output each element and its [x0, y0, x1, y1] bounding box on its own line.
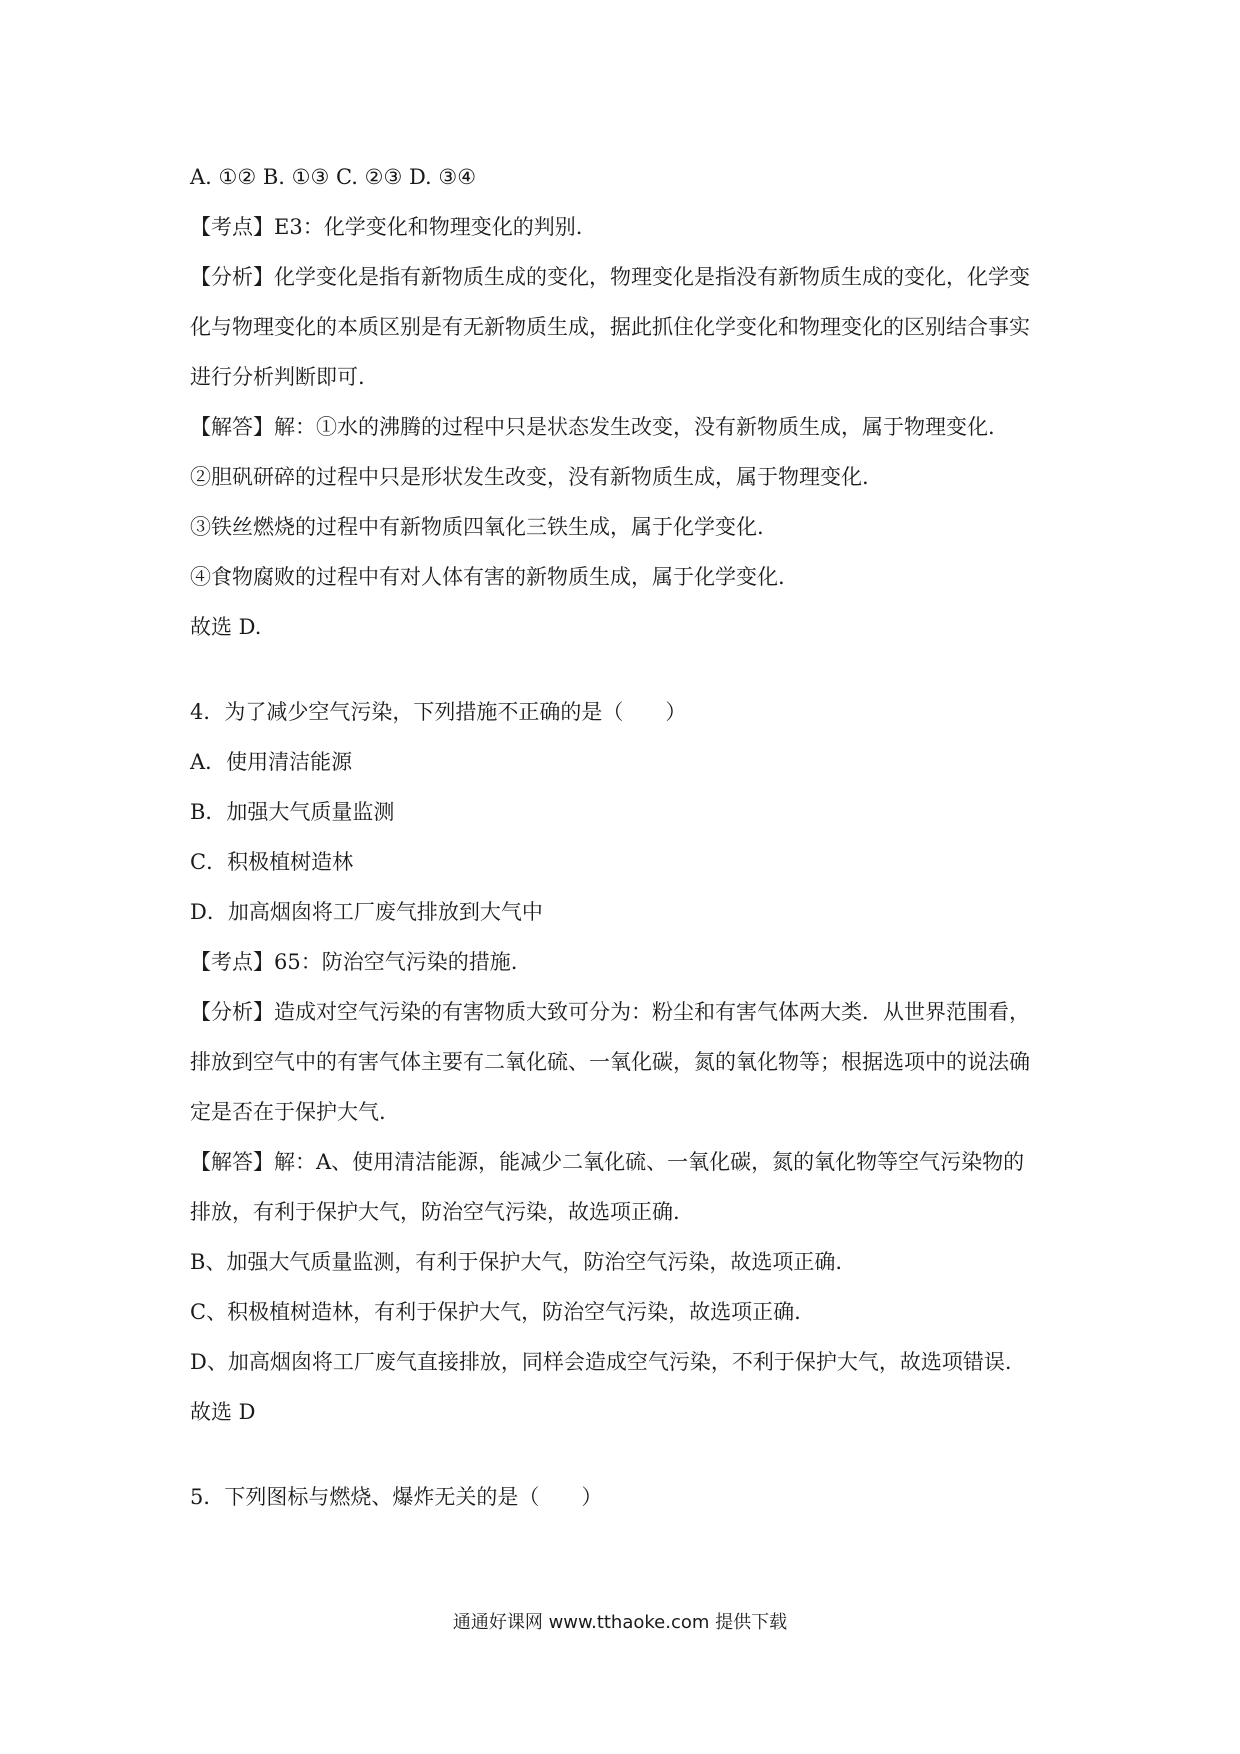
q3-options: A. ①② B. ①③ C. ②③ D. ③④: [190, 165, 477, 189]
q3-answer: 故选 D.: [190, 615, 262, 639]
q3-kaodian: 【考点】E3：化学变化和物理变化的判别.: [190, 215, 583, 239]
q4-fenxi-line-2: 排放到空气中的有害气体主要有二氧化硫、一氧化碳，氮的氧化物等；根据选项中的说法确: [190, 1050, 1030, 1074]
page-footer: 通通好课网 www.tthaoke.com 提供下载: [452, 1612, 788, 1633]
q3-fenxi-line-2: 化与物理变化的本质区别是有无新物质生成，据此抓住化学变化和物理变化的区别结合事实: [190, 315, 1030, 339]
q4-answer: 故选 D: [190, 1400, 256, 1424]
q4-fenxi-line-1: 【分析】造成对空气污染的有害物质大致可分为：粉尘和有害气体两大类．从世界范围看，: [190, 1000, 1030, 1024]
q3-fenxi-line-1: 【分析】化学变化是指有新物质生成的变化，物理变化是指没有新物质生成的变化，化学变: [190, 265, 1030, 289]
q3-jieda-line-4: ④食物腐败的过程中有对人体有害的新物质生成，属于化学变化.: [190, 565, 785, 589]
q5-stem: 5．下列图标与燃烧、爆炸无关的是（ ）: [190, 1485, 603, 1509]
q3-jieda-line-1: 【解答】解：①水的沸腾的过程中只是状态发生改变，没有新物质生成，属于物理变化.: [190, 415, 995, 439]
q4-jieda-line-5: D、加高烟囱将工厂废气直接排放，同样会造成空气污染，不利于保护大气，故选项错误.: [190, 1350, 1012, 1374]
q3-jieda-line-3: ③铁丝燃烧的过程中有新物质四氧化三铁生成，属于化学变化.: [190, 515, 764, 539]
q4-fenxi-line-3: 定是否在于保护大气.: [190, 1100, 386, 1124]
q4-jieda-line-2: 排放，有利于保护大气，防治空气污染，故选项正确.: [190, 1200, 680, 1224]
q4-jieda-line-3: B、加强大气质量监测，有利于保护大气，防治空气污染，故选项正确.: [190, 1250, 843, 1274]
q4-option-a: A．使用清洁能源: [190, 750, 353, 774]
q4-jieda-line-4: C、积极植树造林，有利于保护大气，防治空气污染，故选项正确.: [190, 1300, 801, 1324]
q4-stem: 4．为了减少空气污染，下列措施不正确的是（ ）: [190, 700, 687, 724]
q3-fenxi-line-3: 进行分析判断即可.: [190, 365, 365, 389]
q4-option-b: B．加强大气质量监测: [190, 800, 395, 824]
q4-jieda-line-1: 【解答】解：A、使用清洁能源，能减少二氧化硫、一氧化碳，氮的氧化物等空气污染物的: [190, 1150, 1025, 1174]
q4-kaodian: 【考点】65：防治空气污染的措施.: [190, 950, 518, 974]
q4-option-d: D．加高烟囱将工厂废气排放到大气中: [190, 900, 543, 924]
q3-jieda-line-2: ②胆矾研碎的过程中只是形状发生改变，没有新物质生成，属于物理变化.: [190, 465, 869, 489]
q4-option-c: C．积极植树造林: [190, 850, 354, 874]
